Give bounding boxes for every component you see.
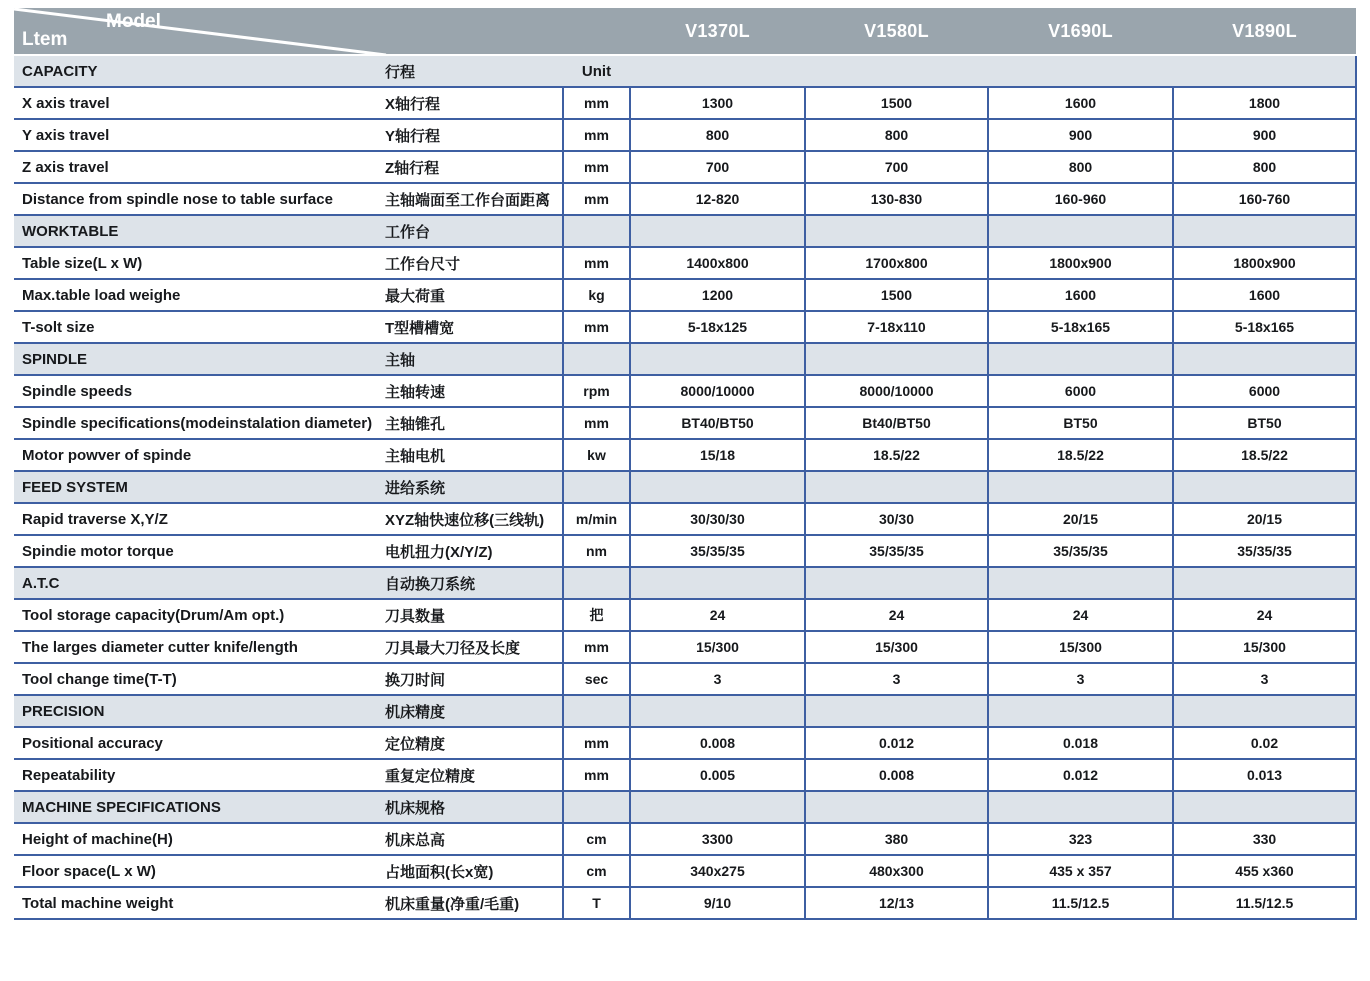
row-label-zh: X轴行程	[383, 87, 563, 119]
value-cell-v1580l: 15/300	[805, 631, 988, 663]
section-title-en: PRECISION	[14, 695, 383, 727]
unit-cell: m/min	[563, 503, 630, 535]
value-cell-v1690l: 6000	[988, 375, 1173, 407]
spec-row	[14, 535, 1356, 567]
section-title-en: CAPACITY	[14, 55, 383, 87]
unit-cell: sec	[563, 663, 630, 695]
row-label-en: Table size(L x W)	[14, 247, 383, 279]
spec-row	[14, 727, 1356, 759]
row-label-zh: 重复定位精度	[383, 759, 563, 791]
value-cell-v1690l: 323	[988, 823, 1173, 855]
row-label-en: Motor powver of spinde	[14, 439, 383, 471]
value-cell-v1580l: 1500	[805, 279, 988, 311]
unit-cell: mm	[563, 311, 630, 343]
value-cell-v1890l: 35/35/35	[1173, 535, 1356, 567]
unit-cell: mm	[563, 727, 630, 759]
section-spacer-cell	[1173, 343, 1356, 375]
spec-row	[14, 311, 1356, 343]
row-label-zh: 刀具数量	[383, 599, 563, 631]
section-spacer-cell	[988, 791, 1173, 823]
value-cell-v1580l: 130-830	[805, 183, 988, 215]
section-spacer-cell	[1173, 791, 1356, 823]
spec-row	[14, 759, 1356, 791]
section-spacer-cell	[805, 567, 988, 599]
unit-column-header	[563, 791, 630, 823]
value-cell-v1370l: 1400x800	[630, 247, 805, 279]
row-label-zh: 定位精度	[383, 727, 563, 759]
section-spacer-cell	[1173, 55, 1356, 87]
unit-cell: mm	[563, 119, 630, 151]
model-column-header-v1580l: V1580L	[805, 8, 988, 55]
value-cell-v1890l: 1800	[1173, 87, 1356, 119]
section-row-precision	[14, 695, 1356, 727]
value-cell-v1690l: 15/300	[988, 631, 1173, 663]
section-spacer-cell	[805, 55, 988, 87]
spec-row	[14, 823, 1356, 855]
section-spacer-cell	[630, 567, 805, 599]
model-axis-label: Model	[106, 11, 161, 32]
section-row-feed-system	[14, 471, 1356, 503]
section-spacer-cell	[630, 791, 805, 823]
row-label-zh: XYZ轴快速位移(三线轨)	[383, 503, 563, 535]
item-model-diagonal-cell	[14, 8, 630, 55]
row-label-en: Tool change time(T-T)	[14, 663, 383, 695]
value-cell-v1370l: 9/10	[630, 887, 805, 919]
spec-row	[14, 503, 1356, 535]
section-row-machine-specifications	[14, 791, 1356, 823]
section-title-en: A.T.C	[14, 567, 383, 599]
section-spacer-cell	[630, 695, 805, 727]
value-cell-v1890l: 0.02	[1173, 727, 1356, 759]
model-column-header-v1370l: V1370L	[630, 8, 805, 55]
row-label-en: Total machine weight	[14, 887, 383, 919]
value-cell-v1370l: 1300	[630, 87, 805, 119]
value-cell-v1890l: BT50	[1173, 407, 1356, 439]
section-title-zh: 自动换刀系统	[383, 567, 563, 599]
value-cell-v1890l: 20/15	[1173, 503, 1356, 535]
section-spacer-cell	[805, 695, 988, 727]
section-spacer-cell	[630, 55, 805, 87]
value-cell-v1690l: 11.5/12.5	[988, 887, 1173, 919]
section-title-zh: 机床精度	[383, 695, 563, 727]
row-label-en: T-solt size	[14, 311, 383, 343]
row-label-zh: 电机扭力(X/Y/Z)	[383, 535, 563, 567]
unit-cell: mm	[563, 151, 630, 183]
value-cell-v1690l: 1600	[988, 279, 1173, 311]
unit-cell: mm	[563, 759, 630, 791]
spec-row	[14, 151, 1356, 183]
spec-row	[14, 599, 1356, 631]
value-cell-v1580l: 700	[805, 151, 988, 183]
value-cell-v1370l: 3	[630, 663, 805, 695]
value-cell-v1890l: 330	[1173, 823, 1356, 855]
spec-row	[14, 279, 1356, 311]
section-spacer-cell	[805, 471, 988, 503]
value-cell-v1370l: BT40/BT50	[630, 407, 805, 439]
row-label-en: The larges diameter cutter knife/length	[14, 631, 383, 663]
spec-row	[14, 375, 1356, 407]
section-spacer-cell	[988, 55, 1173, 87]
section-title-zh: 机床规格	[383, 791, 563, 823]
value-cell-v1890l: 5-18x165	[1173, 311, 1356, 343]
section-title-zh: 进给系统	[383, 471, 563, 503]
row-label-zh: 主轴转速	[383, 375, 563, 407]
section-spacer-cell	[1173, 695, 1356, 727]
value-cell-v1580l: 1700x800	[805, 247, 988, 279]
value-cell-v1690l: 24	[988, 599, 1173, 631]
value-cell-v1370l: 5-18x125	[630, 311, 805, 343]
spec-row	[14, 663, 1356, 695]
value-cell-v1890l: 11.5/12.5	[1173, 887, 1356, 919]
value-cell-v1580l: 8000/10000	[805, 375, 988, 407]
spec-row	[14, 87, 1356, 119]
table-header	[14, 8, 1356, 55]
value-cell-v1580l: 24	[805, 599, 988, 631]
row-label-zh: 主轴锥孔	[383, 407, 563, 439]
unit-cell: cm	[563, 855, 630, 887]
section-title-en: MACHINE SPECIFICATIONS	[14, 791, 383, 823]
row-label-en: Repeatability	[14, 759, 383, 791]
row-label-en: Spindle speeds	[14, 375, 383, 407]
value-cell-v1580l: 1500	[805, 87, 988, 119]
value-cell-v1690l: 20/15	[988, 503, 1173, 535]
row-label-en: Spindie motor torque	[14, 535, 383, 567]
value-cell-v1690l: 5-18x165	[988, 311, 1173, 343]
spec-row	[14, 887, 1356, 919]
unit-cell: mm	[563, 407, 630, 439]
row-label-zh: T型槽槽宽	[383, 311, 563, 343]
value-cell-v1890l: 455 x360	[1173, 855, 1356, 887]
unit-cell: mm	[563, 247, 630, 279]
section-title-zh: 工作台	[383, 215, 563, 247]
spec-row	[14, 439, 1356, 471]
value-cell-v1370l: 8000/10000	[630, 375, 805, 407]
section-spacer-cell	[630, 343, 805, 375]
row-label-zh: 换刀时间	[383, 663, 563, 695]
value-cell-v1890l: 24	[1173, 599, 1356, 631]
unit-cell: mm	[563, 87, 630, 119]
value-cell-v1580l: 7-18x110	[805, 311, 988, 343]
section-spacer-cell	[805, 791, 988, 823]
unit-column-header	[563, 471, 630, 503]
spec-row	[14, 855, 1356, 887]
value-cell-v1370l: 1200	[630, 279, 805, 311]
row-label-en: Rapid traverse X,Y/Z	[14, 503, 383, 535]
section-spacer-cell	[805, 215, 988, 247]
spec-row	[14, 183, 1356, 215]
section-row-a-t-c	[14, 567, 1356, 599]
section-spacer-cell	[630, 471, 805, 503]
row-label-en: Spindle specifications(modeinstalation diameter)	[14, 407, 383, 439]
value-cell-v1370l: 30/30/30	[630, 503, 805, 535]
value-cell-v1370l: 700	[630, 151, 805, 183]
row-label-en: Distance from spindle nose to table surface	[14, 183, 383, 215]
section-row-spindle	[14, 343, 1356, 375]
value-cell-v1890l: 160-760	[1173, 183, 1356, 215]
value-cell-v1890l: 900	[1173, 119, 1356, 151]
spec-row	[14, 247, 1356, 279]
unit-cell: kw	[563, 439, 630, 471]
section-title-en: SPINDLE	[14, 343, 383, 375]
value-cell-v1690l: 160-960	[988, 183, 1173, 215]
value-cell-v1580l: 12/13	[805, 887, 988, 919]
row-label-en: Z axis travel	[14, 151, 383, 183]
row-label-en: Y axis travel	[14, 119, 383, 151]
section-spacer-cell	[805, 343, 988, 375]
row-label-zh: 工作台尺寸	[383, 247, 563, 279]
value-cell-v1690l: 1800x900	[988, 247, 1173, 279]
value-cell-v1580l: 30/30	[805, 503, 988, 535]
value-cell-v1580l: 35/35/35	[805, 535, 988, 567]
value-cell-v1580l: 480x300	[805, 855, 988, 887]
section-title-en: FEED SYSTEM	[14, 471, 383, 503]
unit-column-header	[563, 695, 630, 727]
row-label-en: Floor space(L x W)	[14, 855, 383, 887]
value-cell-v1370l: 0.008	[630, 727, 805, 759]
value-cell-v1370l: 35/35/35	[630, 535, 805, 567]
value-cell-v1690l: 18.5/22	[988, 439, 1173, 471]
value-cell-v1690l: BT50	[988, 407, 1173, 439]
value-cell-v1890l: 6000	[1173, 375, 1356, 407]
value-cell-v1370l: 340x275	[630, 855, 805, 887]
value-cell-v1690l: 900	[988, 119, 1173, 151]
unit-cell: mm	[563, 631, 630, 663]
row-label-en: Height of machine(H)	[14, 823, 383, 855]
value-cell-v1890l: 1600	[1173, 279, 1356, 311]
section-spacer-cell	[1173, 471, 1356, 503]
row-label-zh: 占地面积(长x宽)	[383, 855, 563, 887]
row-label-zh: 机床重量(净重/毛重)	[383, 887, 563, 919]
section-title-en: WORKTABLE	[14, 215, 383, 247]
section-spacer-cell	[988, 343, 1173, 375]
machine-spec-table	[14, 8, 1357, 920]
spec-row	[14, 119, 1356, 151]
section-spacer-cell	[988, 215, 1173, 247]
section-spacer-cell	[1173, 567, 1356, 599]
section-spacer-cell	[988, 471, 1173, 503]
model-column-header-v1690l: V1690L	[988, 8, 1173, 55]
unit-cell: T	[563, 887, 630, 919]
unit-cell: mm	[563, 183, 630, 215]
value-cell-v1580l: Bt40/BT50	[805, 407, 988, 439]
table-body	[14, 55, 1356, 919]
value-cell-v1690l: 0.012	[988, 759, 1173, 791]
item-axis-label: Ltem	[22, 29, 68, 50]
value-cell-v1580l: 0.008	[805, 759, 988, 791]
unit-cell: rpm	[563, 375, 630, 407]
value-cell-v1370l: 24	[630, 599, 805, 631]
model-header-row	[14, 8, 1356, 55]
value-cell-v1890l: 3	[1173, 663, 1356, 695]
value-cell-v1580l: 3	[805, 663, 988, 695]
value-cell-v1370l: 12-820	[630, 183, 805, 215]
section-title-zh: 主轴	[383, 343, 563, 375]
section-row-capacity	[14, 55, 1356, 87]
row-label-en: X axis travel	[14, 87, 383, 119]
section-title-zh: 行程	[383, 55, 563, 87]
model-column-header-v1890l: V1890L	[1173, 8, 1356, 55]
value-cell-v1890l: 15/300	[1173, 631, 1356, 663]
unit-column-header	[563, 567, 630, 599]
value-cell-v1690l: 435 x 357	[988, 855, 1173, 887]
unit-cell: kg	[563, 279, 630, 311]
value-cell-v1580l: 380	[805, 823, 988, 855]
section-spacer-cell	[988, 567, 1173, 599]
value-cell-v1370l: 0.005	[630, 759, 805, 791]
row-label-zh: 主轴端面至工作台面距离	[383, 183, 563, 215]
value-cell-v1370l: 800	[630, 119, 805, 151]
value-cell-v1370l: 15/300	[630, 631, 805, 663]
value-cell-v1690l: 3	[988, 663, 1173, 695]
row-label-en: Positional accuracy	[14, 727, 383, 759]
value-cell-v1580l: 18.5/22	[805, 439, 988, 471]
unit-column-header: Unit	[563, 55, 630, 87]
unit-column-header	[563, 343, 630, 375]
spec-row	[14, 407, 1356, 439]
section-spacer-cell	[630, 215, 805, 247]
value-cell-v1690l: 1600	[988, 87, 1173, 119]
value-cell-v1580l: 0.012	[805, 727, 988, 759]
row-label-zh: Y轴行程	[383, 119, 563, 151]
unit-cell: nm	[563, 535, 630, 567]
value-cell-v1890l: 0.013	[1173, 759, 1356, 791]
value-cell-v1690l: 0.018	[988, 727, 1173, 759]
unit-cell: cm	[563, 823, 630, 855]
unit-column-header	[563, 215, 630, 247]
value-cell-v1890l: 18.5/22	[1173, 439, 1356, 471]
section-spacer-cell	[988, 695, 1173, 727]
value-cell-v1370l: 15/18	[630, 439, 805, 471]
spec-sheet	[14, 8, 1356, 920]
section-spacer-cell	[1173, 215, 1356, 247]
value-cell-v1580l: 800	[805, 119, 988, 151]
row-label-zh: 最大荷重	[383, 279, 563, 311]
row-label-zh: 刀具最大刀径及长度	[383, 631, 563, 663]
value-cell-v1690l: 800	[988, 151, 1173, 183]
row-label-zh: 主轴电机	[383, 439, 563, 471]
row-label-en: Tool storage capacity(Drum/Am opt.)	[14, 599, 383, 631]
spec-row	[14, 631, 1356, 663]
row-label-zh: Z轴行程	[383, 151, 563, 183]
value-cell-v1690l: 35/35/35	[988, 535, 1173, 567]
row-label-en: Max.table load weighe	[14, 279, 383, 311]
value-cell-v1890l: 800	[1173, 151, 1356, 183]
row-label-zh: 机床总高	[383, 823, 563, 855]
value-cell-v1890l: 1800x900	[1173, 247, 1356, 279]
section-row-worktable	[14, 215, 1356, 247]
unit-cell: 把	[563, 599, 630, 631]
value-cell-v1370l: 3300	[630, 823, 805, 855]
